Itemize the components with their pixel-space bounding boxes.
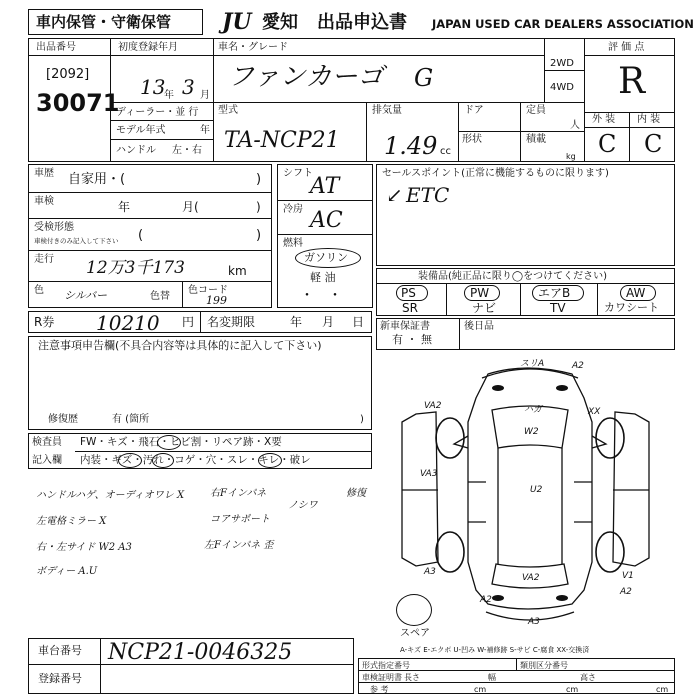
width-label: 幅 [488, 673, 496, 682]
reference-label: 参 考 [370, 685, 389, 694]
diag-label-a3-bottom: A3 [528, 617, 540, 627]
lot-sub-number: [2092] [46, 67, 90, 82]
spare-label: スペア [400, 628, 430, 639]
color-label: 色 [34, 285, 44, 296]
diag-label-va2-left: VA2 [424, 401, 442, 411]
fuel-option-gasoline: ガソリン [304, 251, 348, 264]
equip-ps: PS [401, 286, 416, 300]
drive-4wd: 4WD [550, 82, 574, 93]
note-line-2b: コアサポート [210, 514, 270, 525]
load-unit: kg [566, 152, 576, 161]
handle-row: ハンドル [116, 145, 156, 156]
diag-label-va3: VA3 [420, 469, 438, 479]
note-line-1b: 右Fインパネ [210, 488, 267, 499]
checker-dirt-circle [152, 453, 174, 468]
exterior-grade: C [598, 130, 617, 158]
checker-row-1: FW・キズ・飛石・ヒビ割・リペア跡・X要 [80, 436, 282, 448]
acceptance-close: ) [256, 228, 262, 243]
capacity-label: 定員 [526, 105, 546, 116]
association-name: JAPAN USED CAR DEALERS ASSOCIATION [432, 17, 694, 31]
deadline-year: 年 [290, 315, 303, 329]
mileage-unit: km [228, 264, 247, 278]
shape-label: 形状 [462, 134, 482, 145]
mileage-value: 12万3千173 [86, 258, 185, 278]
grade-score: R [618, 61, 646, 102]
history-label: 車歴 [34, 168, 54, 179]
equip-seat: カワシート [604, 301, 659, 314]
inspection-month-unit: 月( [182, 200, 199, 214]
car-name: ファンカーゴ [228, 62, 384, 92]
type-label: 型式 [218, 105, 238, 116]
exterior-label: 外 装 [592, 114, 616, 125]
displacement-label: 排気量 [372, 105, 402, 116]
sales-point-block [376, 164, 675, 266]
cm-unit-1: cm [474, 685, 487, 694]
registration-month-unit: 月 [200, 90, 210, 101]
note-line-3a: 右・左サイド W2 A3 [36, 542, 132, 553]
registration-label: 初度登録年月 [118, 42, 178, 53]
repair-value: 有 (箇所 [112, 414, 150, 425]
diag-label-a2-bottom: A2 [480, 595, 492, 605]
org-name: 愛知 [262, 12, 298, 33]
color-code-label: 色コード [188, 285, 228, 296]
note-line-2a: 左電格ミラー X [36, 516, 107, 527]
checker-row-2: 内装・ギズ・汚れ・コゲ・穴・スレ・キレ・破レ [80, 454, 311, 466]
checker-stone-circle [157, 435, 181, 450]
recycle-value: 10210 [96, 311, 160, 335]
car-name-label: 車名・グレード [218, 42, 288, 53]
displacement-value: 1.49 [384, 132, 438, 160]
acceptance-note: 車検付きのみ記入して下さい [34, 237, 119, 245]
owners-label: 後日品 [464, 321, 494, 332]
equip-navi: ナビ [472, 301, 497, 315]
dealer-row: ディーラー・並 行 [116, 107, 199, 118]
interior-grade: C [644, 130, 663, 158]
notes-label: 注意事項申告欄(不具合内容等は具体的に記入して下さい) [38, 339, 322, 352]
note-line-3b: 左Fインパネ 歪 [204, 540, 274, 551]
registration-no-label: 登録番号 [38, 672, 82, 685]
cm-unit-3: cm [656, 685, 669, 694]
recycle-label: R券 [34, 315, 55, 329]
form-title: 出品申込書 [317, 12, 407, 33]
history-value: 自家用・( [68, 172, 126, 187]
repair-label: 修復歴 [48, 414, 78, 425]
deadline-month: 月 [322, 315, 335, 329]
checker-label-2: 記入欄 [32, 455, 62, 466]
note-line-1d: 修復 [346, 488, 366, 499]
ac-value: AC [310, 208, 343, 233]
damage-legend: A-キズ E-エクボ U-凹み W-補修跡 S-サビ C-腐食 XX-交換済 [400, 646, 590, 654]
car-grade: G [414, 64, 434, 92]
color-code: 199 [206, 294, 227, 307]
diag-label-u2: U2 [530, 485, 543, 495]
checker-scratch-circle [118, 453, 142, 468]
fuel-label: 燃料 [283, 238, 303, 249]
load-label: 積載 [526, 134, 546, 145]
acceptance-label: 受検形態 [34, 222, 74, 233]
history-block [28, 164, 272, 308]
door-label: ドア [464, 105, 484, 116]
diag-label-a3-left: A3 [424, 567, 436, 577]
inspection-year-unit: 年 [118, 200, 131, 214]
inspection-label: 車検 [34, 196, 54, 207]
sales-point-label: セールスポイント(正常に機能するものに限ります) [382, 168, 609, 179]
acceptance-open: ( [138, 228, 144, 243]
interior-label: 内 装 [637, 114, 661, 125]
equip-pw: PW [470, 286, 490, 300]
cert-label: 車検証明書 [362, 673, 402, 682]
spare-tire-icon [396, 594, 432, 626]
note-line-1c: ノシワ [288, 500, 318, 511]
diag-label-xx: XX [588, 407, 601, 417]
sales-point-arrow-icon: ↙ [386, 183, 403, 207]
displacement-unit: cc [440, 146, 451, 157]
diag-label-va2-rear: VA2 [522, 573, 540, 583]
storage-tag-text: 車内保管・守衛保管 [36, 13, 172, 31]
top-info-grid [28, 38, 675, 162]
type-value: TA-NCP21 [224, 128, 340, 153]
model-year-unit: 年 [200, 125, 210, 136]
registration-year: 13 [140, 75, 166, 99]
note-line-1a: ハンドルハゲ、オーディオワレ X [36, 490, 185, 501]
lot-number: 30071 [36, 89, 120, 117]
history-close: ) [256, 172, 262, 187]
chassis-number: NCP21-0046325 [108, 640, 293, 665]
diag-label-suri-a: スリA [520, 359, 545, 369]
shift-value: AT [310, 174, 340, 199]
equip-aw: AW [626, 286, 646, 300]
warranty-options: 有 ・ 無 [392, 333, 432, 346]
sales-point-value: ETC [406, 183, 450, 207]
checker-label-1: 検査員 [32, 437, 62, 448]
deadline-label: 名変期限 [207, 315, 256, 329]
fuel-dots: ・ ・ [300, 288, 342, 304]
checker-wear-circle [258, 453, 282, 468]
fuel-option-diesel: 軽 油 [310, 271, 336, 284]
grade-label: 評 価 点 [608, 42, 645, 53]
ac-label: 冷房 [283, 204, 303, 215]
chassis-label: 車台番号 [38, 644, 82, 657]
inspection-close: ) [256, 200, 261, 214]
model-year-row: モデル年式 [116, 125, 166, 136]
height-label: 高さ [580, 673, 596, 682]
color-change-label: 色替 [150, 291, 170, 302]
diag-label-a2-top: A2 [572, 361, 584, 371]
equip-tv: TV [550, 301, 566, 315]
mileage-label: 走行 [34, 254, 54, 265]
equipment-label: 装備品(純正品に限り◯をつけてください) [418, 271, 607, 282]
class-id-label: 類別区分番号 [520, 661, 568, 670]
deadline-day: 日 [352, 315, 365, 329]
warranty-label: 新車保証書 [380, 321, 430, 332]
handle-value: 左・右 [172, 145, 202, 156]
diag-label-w2: W2 [524, 427, 539, 437]
registration-month: 3 [182, 75, 195, 99]
drive-2wd: 2WD [550, 58, 574, 69]
recycle-unit: 円 [182, 315, 195, 329]
length-label: 長さ [404, 673, 420, 682]
diag-label-v1: V1 [622, 571, 634, 581]
note-line-4: ボディー A.U [36, 566, 98, 577]
capacity-unit: 人 [570, 120, 580, 131]
equip-airbag: エアB [538, 286, 571, 300]
diag-label-haga: ハガ [524, 405, 543, 415]
shift-label: シフト [283, 168, 313, 179]
ju-logo-icon: JU [222, 9, 252, 35]
equip-sr: SR [402, 301, 418, 315]
repair-close: ) [360, 414, 364, 425]
diag-label-a2-right: A2 [620, 587, 632, 597]
lot-label: 出品番号 [36, 42, 76, 53]
spec-id-label: 形式指定番号 [362, 661, 410, 670]
registration-year-unit: 年 [164, 90, 174, 101]
color-value: シルバー [64, 289, 107, 302]
cm-unit-2: cm [566, 685, 579, 694]
